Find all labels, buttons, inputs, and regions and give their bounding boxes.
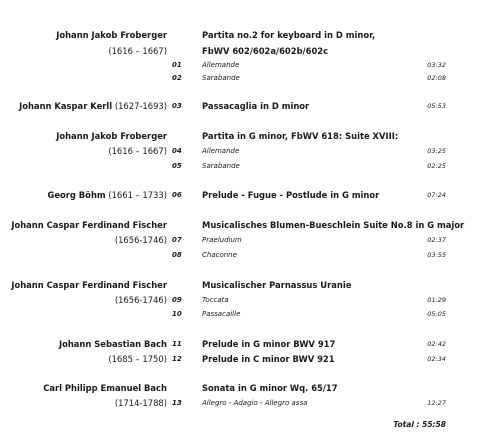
composer-dates: (1616 – 1667) (108, 146, 167, 156)
track-row (0, 293, 500, 307)
work-title: Prelude in C minor BWV 921 (202, 354, 335, 364)
track-row (0, 352, 500, 366)
composer-dates: (1685 – 1750) (108, 354, 167, 364)
track-number: 11 (172, 340, 182, 348)
work-title-cont: FbWV 602/602a/602b/602c (202, 46, 329, 56)
composer-row (0, 188, 500, 202)
track-duration: 02:08 (427, 74, 446, 82)
work-title: Partita no.2 for keyboard in D minor, (202, 30, 376, 40)
track-row (0, 396, 500, 410)
composer-row (0, 99, 500, 113)
track-number: 08 (172, 251, 182, 259)
movement-name: Chaconne (202, 251, 237, 259)
composer-dates: (1661 – 1733) (108, 190, 167, 200)
track-number: 03 (172, 102, 182, 110)
track-number: 01 (172, 61, 182, 69)
track-duration: 02:37 (427, 236, 446, 244)
composer-dates: (1616 – 1667) (108, 46, 167, 56)
track-row (0, 248, 500, 262)
work-row (0, 44, 500, 58)
work-title: Musicalisches Blumen-Bueschlein Suite No.8 in G major (202, 220, 465, 230)
composer-dates: (1627-1693) (114, 101, 167, 111)
track-number: 04 (172, 147, 182, 155)
movement-name: Sarabande (202, 74, 240, 82)
composer-name: Carl Philipp Emanuel Bach (43, 383, 167, 393)
total-duration: Total : 55:58 (393, 420, 446, 429)
track-number: 06 (172, 191, 182, 199)
composer-name: Johann Jakob Froberger (56, 131, 167, 141)
track-duration: 01:29 (427, 296, 446, 304)
movement-name: Allemande (202, 61, 240, 69)
composer-row (0, 381, 500, 395)
track-duration: 02:34 (427, 355, 446, 363)
composer-row (0, 337, 500, 351)
composer-name: Georg Böhm (47, 190, 106, 200)
track-duration: 05:05 (427, 310, 446, 318)
composer-row (0, 28, 500, 42)
track-row (0, 71, 500, 85)
composer-row (0, 129, 500, 143)
composer-dates: (1656-1746) (114, 235, 167, 245)
track-duration: 03:32 (427, 61, 446, 69)
track-number: 09 (172, 296, 182, 304)
track-duration: 07:24 (427, 191, 446, 199)
track-row (0, 159, 500, 173)
work-title: Sonata in G minor Wq. 65/17 (202, 383, 338, 393)
track-duration: 12:27 (427, 399, 446, 407)
composer-name: Johann Caspar Ferdinand Fischer (11, 220, 167, 230)
movement-name: Toccata (202, 296, 229, 304)
composer-row (0, 278, 500, 292)
track-number: 05 (172, 162, 182, 170)
composer-name: Johann Kaspar Kerll (19, 101, 113, 111)
track-row (0, 144, 500, 158)
composer-row (0, 218, 500, 232)
track-duration: 03:25 (427, 147, 446, 155)
track-number: 02 (172, 74, 182, 82)
track-number: 07 (172, 236, 182, 244)
track-row (0, 58, 500, 72)
composer-name: Johann Jakob Froberger (56, 30, 167, 40)
track-duration: 05:53 (427, 102, 446, 110)
work-title: Passacaglia in D minor (202, 101, 310, 111)
track-duration: 02:42 (427, 340, 446, 348)
work-title: Musicalischer Parnassus Uranie (202, 280, 352, 290)
composer-name: Johann Caspar Ferdinand Fischer (11, 280, 167, 290)
track-number: 12 (172, 355, 182, 363)
composer-dates: (1714-1788) (114, 398, 167, 408)
movement-name: Allemande (202, 147, 240, 155)
track-row (0, 307, 500, 321)
work-title: Partita in G minor, FbWV 618: Suite XVIII: (202, 131, 399, 141)
track-duration: 03:55 (427, 251, 446, 259)
movement-name: Passacaille (202, 310, 241, 318)
track-row (0, 233, 500, 247)
movement-name: Sarabande (202, 162, 240, 170)
work-title: Prelude - Fugue - Postlude in G minor (202, 190, 380, 200)
movement-name: Praeludium (202, 236, 242, 244)
movement-name: Allegro - Adagio - Allegro assa (202, 399, 308, 407)
track-number: 10 (172, 310, 182, 318)
track-number: 13 (172, 399, 182, 407)
work-title: Prelude in G minor BWV 917 (202, 339, 336, 349)
composer-dates: (1656-1746) (114, 295, 167, 305)
composer-name: Johann Sebastian Bach (58, 339, 167, 349)
track-duration: 02:25 (427, 162, 446, 170)
